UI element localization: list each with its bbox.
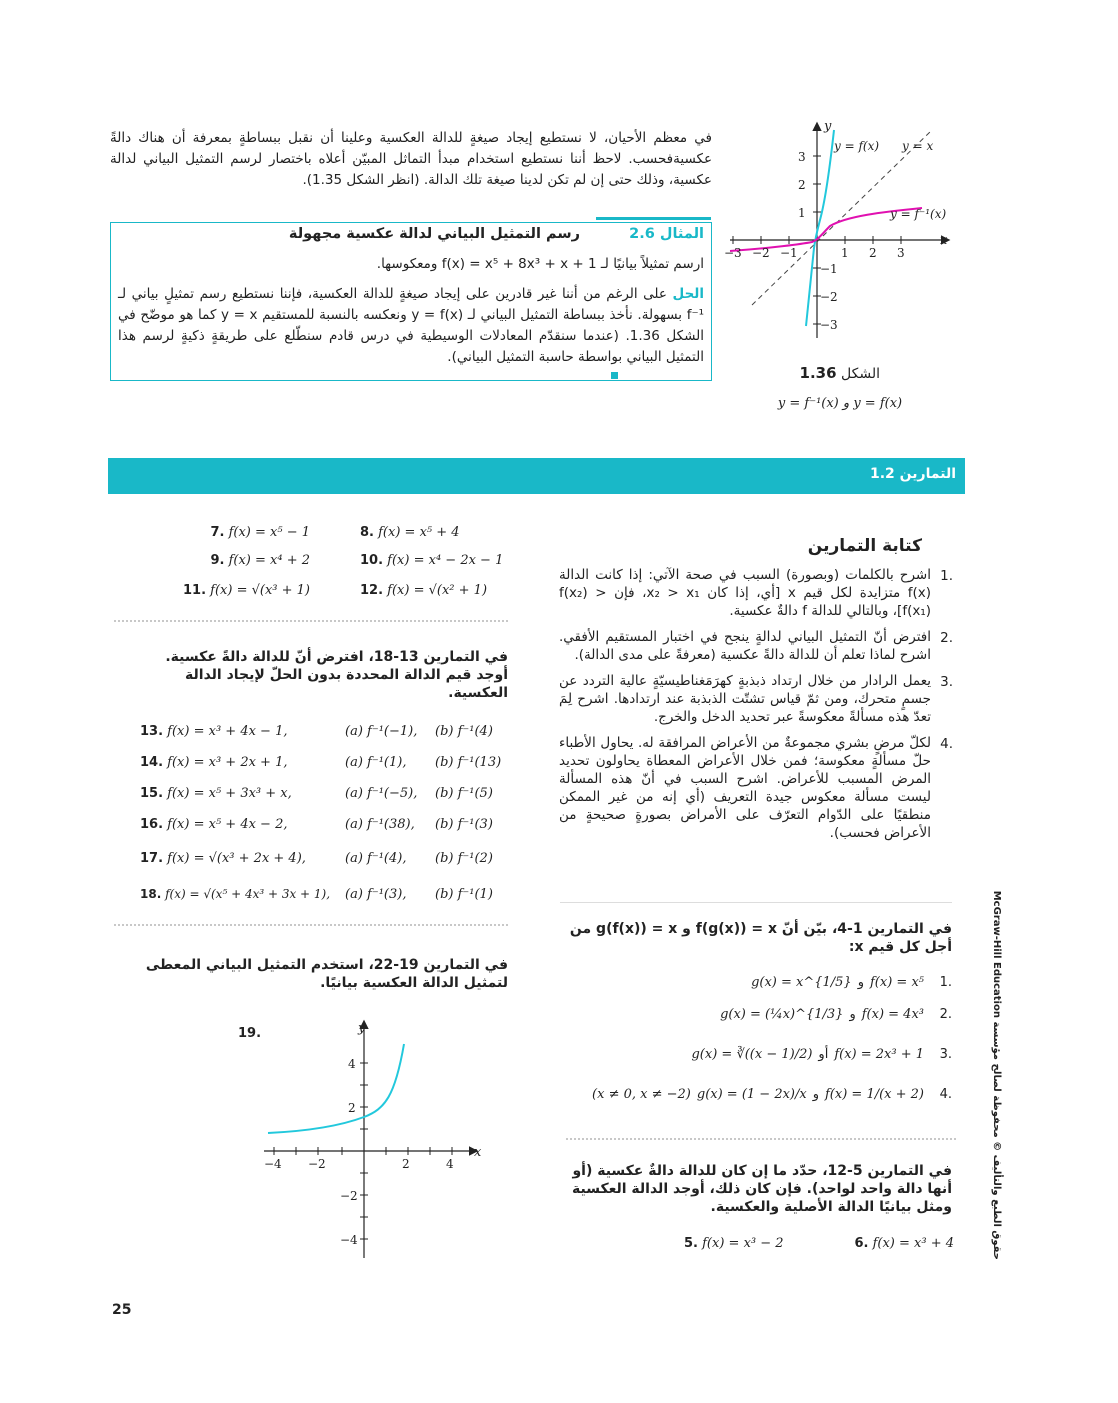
- ex-f: f(x) = x⁵: [870, 974, 924, 990]
- writing-list: [555, 566, 953, 842]
- ex-number: 12.: [360, 582, 384, 598]
- tick-x: 2: [869, 246, 877, 260]
- ex-number: 2.: [939, 1006, 952, 1022]
- writing-heading: كتابة التمارين: [807, 536, 922, 556]
- example-title: رسم التمثيل البياني لدالة عكسية مجهولة: [288, 226, 580, 242]
- ex-g: g(x) = ∛((x − 1)/2): [691, 1046, 813, 1062]
- ex-number: 11.: [182, 582, 207, 598]
- writing-item: [555, 628, 953, 664]
- page-number: 25: [112, 1302, 132, 1318]
- writing-item: [555, 734, 953, 842]
- caption-label: الشكل: [841, 366, 880, 382]
- banner-title: التمارين 1.2: [869, 466, 956, 482]
- ex-number: 4.: [939, 1086, 952, 1102]
- item-number: 2.: [940, 630, 953, 646]
- tick-x: −2: [752, 246, 770, 260]
- writing-item: [555, 672, 953, 726]
- tick-y: −3: [820, 318, 838, 332]
- ex-f: f(x) = 2x³ + 1: [834, 1046, 924, 1062]
- ex-row: [560, 970, 952, 994]
- ex-and: و: [849, 1006, 856, 1022]
- tick-y: −1: [820, 262, 838, 276]
- ex-expr: f(x) = x⁴ − 2x − 1: [387, 552, 504, 568]
- ex13-18-heading: في التمارين 13-18، افترض أنّ للدالة دالةً عكسية. أوجد قيم الدالة المحددة بدون الحلّ لإيجاد الدالة العكسية.: [165, 649, 508, 701]
- ex-row: [560, 1034, 952, 1074]
- ex5-row: [684, 1236, 954, 1251]
- caption-number: 1.36: [799, 364, 837, 382]
- ex19-22-heading: في التمارين 19-22، استخدم التمثيل البياني المعطى لتمثيل الدالة العكسية بيانيًا.: [145, 957, 508, 991]
- tick-x: 3: [897, 246, 905, 260]
- ex-number: 8.: [360, 524, 374, 540]
- divider: [560, 902, 952, 903]
- ex-number: 5.: [684, 1236, 698, 1251]
- ex-row: [560, 994, 952, 1034]
- ex-expr: f(x) = x³ + 4: [872, 1236, 954, 1251]
- tick-y: 1: [798, 206, 806, 220]
- ex-or: أو: [818, 1046, 829, 1062]
- ex13-18-list: [140, 716, 520, 912]
- ex-number: 3.: [939, 1046, 952, 1062]
- tick-y: 4: [348, 1057, 356, 1071]
- tick-x: 4: [446, 1157, 454, 1171]
- intro-paragraph: في معظم الأحيان، لا نستطيع إيجاد صيغةٍ للدالة العكسية وعلينا أن نقبل ببساطةٍ بمعرفة أن هناك دالةً عكسيةفحسب. لاحظ أننا نستطيع استخدام مبدأ التماثل المبيّن أعلاه باختصار لرسم التمثيل البياني لدالة عكسية، وذلك حتى إن لم تكن لدينا صيغة تلك الدالة. (انظر الشكل 1.35).: [110, 130, 712, 188]
- ex-row: 16. f(x) = x⁵ + 4x − 2, (a) f⁻¹(38), (b) f⁻¹(3): [140, 817, 493, 832]
- ex-and: و: [812, 1086, 819, 1102]
- tick-y: −4: [340, 1233, 358, 1247]
- ex-expr: f(x) = x⁴ + 2: [228, 552, 310, 568]
- axis-label-y: y: [824, 119, 832, 134]
- axis-label-x: x: [940, 233, 948, 248]
- curve-19: [268, 1044, 404, 1133]
- item-number: 3.: [940, 674, 953, 690]
- figure-caption-formula: y = f(x) و y = f⁻¹(x): [777, 396, 903, 411]
- tick-x: −2: [308, 1157, 326, 1171]
- ex-number: 10.: [360, 552, 384, 568]
- example-statement: ارسم تمثيلاً بيانيًا لـ f(x) = x⁵ + 8x³ + x + 1 ومعكوسها.: [376, 256, 704, 272]
- label-yx: y = x: [902, 139, 934, 153]
- ex-expr: f(x) = x³ − 2: [702, 1236, 784, 1251]
- figure-caption: [760, 364, 880, 382]
- tick-y: 3: [798, 150, 806, 164]
- ex-row: [560, 1074, 952, 1114]
- tick-x: 2: [402, 1157, 410, 1171]
- ex-condition: (x ≠ 0, x ≠ −2): [592, 1086, 691, 1102]
- tick-y: 2: [798, 178, 806, 192]
- tick-x: −4: [264, 1157, 282, 1171]
- ex-f: f(x) = 4x³: [861, 1006, 924, 1022]
- example-solution: [118, 284, 704, 368]
- graph-number: 19.: [238, 1026, 262, 1041]
- item-text: يعمل الرادار من خلال ارتداد ذبذبةٍ كهرَمَغناطيسيّةٍ عالية التردد عن جسمٍ متحرك، ومن ثمّ قياس تشتّت الذبذبة عند ارتدادها. اشرح لِمَ تعدّ هذه مسألةً معكوسةً عبر تحديد الدخل والخرج.: [559, 673, 931, 725]
- example-header: [260, 226, 704, 242]
- side-copyright: حقوق الطبع والتأليف © محفوظة لصالح مؤسسة McGraw-Hill Education: [991, 890, 1002, 1260]
- item-text: لكلّ مرضٍ بشري مجموعةٌ من الأعراض المرافقة له. يحاول الأطباء حلّ مسألةٍ معكوسة؛ فمن خلال الأعراض المعطاة يحاولون تحديد المرض المسبب للأعراض. اشرح السبب في أنّ هذه المسألة ليست مسألة معكوس جيدة التعريف (أي إنه من غير الممكن منطقيًا على الدّوام التعرّف على الأمراض بصورةٍ صحيحةٍ من الأعراض فحسب).: [559, 735, 931, 841]
- figure-1-36-graph: [722, 116, 962, 346]
- ex-g: g(x) = x^{1/5}: [751, 974, 852, 990]
- ex-row: 15. f(x) = x⁵ + 3x³ + x, (a) f⁻¹(−5), (b) f⁻¹(5): [140, 786, 493, 801]
- dotted-divider: [114, 620, 508, 622]
- ex-number: 6.: [854, 1236, 869, 1251]
- ex-row: 14. f(x) = x³ + 2x + 1, (a) f⁻¹(1), (b) f⁻¹(13): [140, 755, 502, 770]
- tick-y: −2: [820, 290, 838, 304]
- ex-expr: f(x) = √(x³ + 1): [210, 582, 310, 598]
- ex-number: 1.: [939, 974, 952, 990]
- ex-number: 9.: [210, 552, 225, 568]
- ex-g: g(x) = (1 − 2x)/x: [696, 1086, 807, 1102]
- ex-f: f(x) = 1/(x + 2): [825, 1086, 924, 1102]
- writing-item: [555, 566, 953, 620]
- ex5-12-heading: في التمارين 5-12، حدّد ما إن كان للدالة دالةٌ عكسية (أو أنها دالة واحد لواحد). فإن كان ذلك، أوجد الدالة العكسية ومثل بيانيًا الدالة الأصلية والعكسية.: [572, 1163, 952, 1215]
- ex-g: g(x) = (¼x)^{1/3}: [720, 1006, 844, 1022]
- axis-label-x: x: [474, 1145, 482, 1160]
- item-text: اشرح بالكلمات (وبصورة) السبب في صحة الآتي: إذا كانت الدالة f(x) متزايدة لكل قيم x [أي، إذا كان x₂ > x₁، فإن f(x₂) > f(x₁)]، وبالتالي للدالة f دالةٌ عكسية.: [559, 567, 932, 619]
- item-text: افترض أنّ التمثيل البياني لدالةٍ ينجح في اختبار المستقيم الأفقي. اشرح لماذا تعلم أن للدالة دالةً عكسية (معرفةً على مدى الدالة).: [559, 629, 931, 663]
- ex-expr: f(x) = x⁵ − 1: [228, 524, 310, 540]
- ex-row: 13. f(x) = x³ + 4x − 1, (a) f⁻¹(−1), (b) f⁻¹(4): [140, 724, 493, 739]
- label-finv: y = f⁻¹(x): [890, 207, 947, 221]
- ex1-4-list: [560, 970, 952, 1114]
- ex7-12-grid: [140, 518, 520, 606]
- ex1-4-heading: في التمارين 1-4، بيّن أنّ f(g(x)) = x و g(f(x)) = x من أجل كل قيم x:: [569, 921, 952, 955]
- solution-label: الحل: [672, 286, 704, 302]
- ex-number: 7.: [210, 524, 225, 540]
- tick-x: 1: [841, 246, 849, 260]
- figure-1-36: [722, 116, 962, 346]
- ex-expr: f(x) = x⁵ + 4: [378, 524, 460, 540]
- ex-row: 17. f(x) = √(x³ + 2x + 4), (a) f⁻¹(4), (b) f⁻¹(2): [140, 850, 493, 866]
- item-number: 1.: [940, 568, 953, 584]
- dotted-divider: [114, 924, 508, 926]
- tick-y: 2: [348, 1101, 356, 1115]
- ex-expr: f(x) = √(x² + 1): [387, 582, 488, 598]
- tick-y: −2: [340, 1189, 358, 1203]
- ex-row: 18. f(x) = √(x⁵ + 4x³ + 3x + 1), (a) f⁻¹(3), (b) f⁻¹(1): [140, 886, 493, 902]
- end-square-icon: [611, 372, 618, 379]
- solution-text: على الرغم من أننا غير قادرين على إيجاد صيغةٍ للدالة العكسية، فإننا نستطيع رسم تمثيلٍ بياني لـ f⁻¹ بسهولة. نأخذ ببساطة التمثيل البياني لـ y = f(x) ونعكسه بالنسبة للمستقيم y = x كما هو موضّح في الشكل 1.36. (عندما سنقدّم المعادلات الوسيطية في درس قادم سنطّلع على طريقةٍ ذكيةٍ لرسم هذا التمثيل البياني بواسطة حاسبة التمثيل البياني).: [118, 286, 704, 365]
- axis-label-y: y: [358, 1021, 366, 1036]
- tick-x: −1: [780, 246, 798, 260]
- label-f: y = f(x): [834, 139, 880, 153]
- example-box-topbar: [596, 217, 711, 220]
- ex-and: و: [857, 974, 864, 990]
- graph-19: [260, 1016, 490, 1261]
- tick-x: −3: [724, 246, 742, 260]
- example-label: المثال 2.6: [629, 226, 704, 242]
- item-number: 4.: [940, 736, 953, 752]
- dotted-divider: [566, 1138, 956, 1140]
